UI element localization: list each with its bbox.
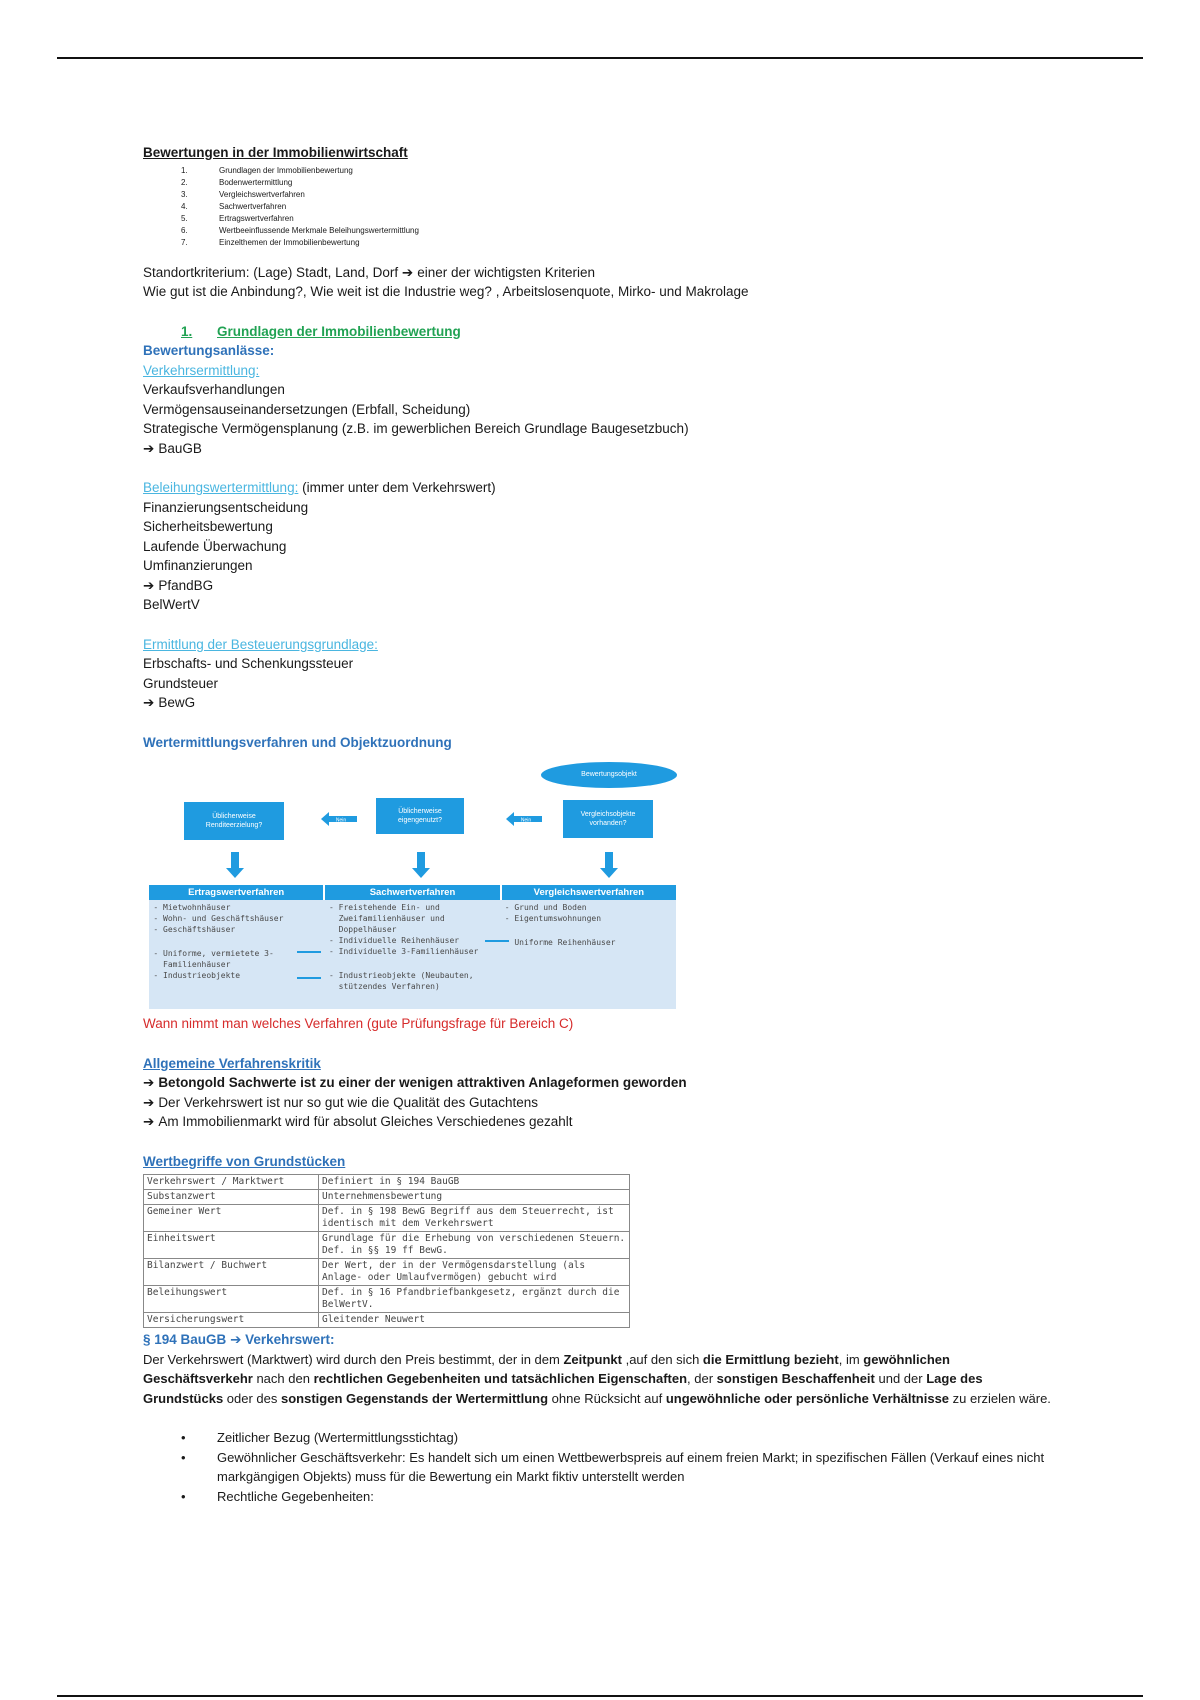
list-item: - Industrieobjekte (Neubauten, stützendes Verfahren) (339, 970, 495, 992)
bewertungsobjekt-oval: Bewertungsobjekt (541, 762, 677, 788)
table-row: Gemeiner Wert Def. in § 198 BewG Begriff aus dem Steuerrecht, ist identisch mit dem Verkehrswert (144, 1205, 630, 1232)
table-row: Beleihungswert Def. in § 16 Pfandbriefbankgesetz, ergänzt durch die BelWertV. (144, 1286, 630, 1313)
verkehrsermittlung-heading: Verkehrsermittlung: (143, 362, 260, 378)
arrow-right-icon: ➔ (143, 695, 155, 710)
arrow-right-icon: ➔ (230, 1332, 242, 1347)
list-item: - Individuelle 3-Familienhäuser (339, 946, 495, 957)
list-item: - Industrieobjekte (163, 970, 319, 981)
arrow-right-icon: ➔ (143, 440, 155, 456)
besteuerung-heading: Ermittlung der Besteuerungsgrundlage: (143, 636, 378, 652)
kritik-line: ➔ Am Immobilienmarkt wird für absolut Gleiches Verschiedenes gezahlt (143, 1114, 573, 1129)
table-row: Versicherungswert Gleitender Neuwert (144, 1313, 630, 1328)
arrow-right-icon: ➔ (143, 1075, 155, 1090)
kritik-line: ➔ Der Verkehrswert ist nur so gut wie die Qualität des Gutachtens (143, 1094, 538, 1110)
list-item: - Geschäftshäuser (163, 924, 319, 935)
table-row: Bilanzwert / Buchwert Der Wert, der in der Vermögensdarstellung (als Anlage- oder Umlaufvermögen) gebucht wird (144, 1259, 630, 1286)
arrow-label: Nein (520, 817, 532, 824)
list-item: - Individuelle Reihenhäuser (339, 935, 495, 946)
arrow-right-icon: ➔ (143, 1114, 155, 1129)
footer-rule (57, 1695, 1143, 1697)
wertbegriffe-heading: Wertbegriffe von Grundstücken (143, 1153, 346, 1169)
law-reference-extra: BelWertV (143, 597, 200, 612)
list-item: Erbschafts- und Schenkungssteuer (143, 656, 354, 671)
toc-item[interactable]: 5. Ertragswertverfahren (181, 213, 294, 223)
law-reference: ➔ PfandBG (143, 577, 214, 593)
beleihungswert-heading-line: Beleihungswertermittlung: (immer unter dem Verkehrswert) (143, 480, 496, 495)
list-item: • Rechtliche Gegebenheiten: (143, 1487, 1063, 1507)
verfahren-table (149, 885, 676, 1009)
verfahrenskritik-heading: Allgemeine Verfahrenskritik (143, 1055, 321, 1071)
verfahren-table-header (149, 885, 676, 900)
list-item: - Wohn- und Geschäftshäuser (163, 913, 319, 924)
arrow-right-icon: ➔ (401, 264, 414, 280)
bullet-icon: • (181, 1488, 186, 1504)
sachwert-column-title: Sachwertverfahren (325, 885, 501, 900)
arrow-label: Nein (335, 817, 347, 824)
toc-item[interactable]: 6. Wertbeeinflussende Merkmale Beleihungswertermittlung (181, 225, 419, 235)
arrow-down-icon (226, 852, 244, 878)
ertragswert-column-title: Ertragswertverfahren (149, 885, 325, 900)
intro-line-1: Standortkriterium: (Lage) Stadt, Land, Dorf ➔ einer der wichtigsten Kriterien (143, 264, 596, 280)
arrow-down-icon (600, 852, 618, 878)
bewertungsanlaesse-heading: Bewertungsanlässe: (143, 343, 275, 358)
para194-heading: § 194 BauGB ➔ Verkehrswert: (143, 1332, 335, 1347)
arrow-left-icon (506, 812, 542, 826)
toc-item[interactable]: 3. Vergleichswertverfahren (181, 189, 305, 199)
diagram-caption: Wann nimmt man welches Verfahren (gute Prüfungsfrage für Bereich C) (143, 1016, 574, 1031)
toc-item[interactable]: 2. Bodenwertermittlung (181, 177, 293, 187)
bullet-icon: • (181, 1449, 186, 1465)
document-body (143, 143, 1063, 1506)
diagram-heading: Wertermittlungsverfahren und Objektzuordnung (143, 734, 452, 750)
question-box-rendite: Üblicherweise Renditeerzielung? (184, 802, 284, 840)
para194-definition: Der Verkehrswert (Marktwert) wird durch den Preis bestimmt, der in dem Zeitpunkt ,auf den sich die Ermittlung bezieht, im gewöhnlichen Geschäftsverkehr nach den rechtlichen Gegebenheiten und tatsächlichen Eigenschaften, der sonstigen Beschaffenheit und der Lage des Grundstücks oder des sonstigen Gegenstands der Wertermittlung ohne Rücksicht auf ungewöhnliche oder persönliche Verhältnisse zu erzielen wäre. (143, 1351, 1051, 1406)
list-item: - Uniforme, vermietete 3-Familienhäuser (163, 948, 319, 970)
table-row: Einheitswert Grundlage für die Erhebung von verschiedenen Steuern. Def. in §§ 19 ff BewG. (144, 1232, 630, 1259)
list-item: • Gewöhnlicher Geschäftsverkehr: Es handelt sich um einen Wettbewerbspreis auf einem freien Markt; in spezifischen Fällen (Verkauf eines nicht markgängigen Objekts) muss für die Bewertung ein Markt fiktiv unterstellt werden (143, 1448, 1063, 1487)
wertbegriffe-table (143, 1174, 630, 1328)
arrow-left-icon (321, 812, 357, 826)
list-item: Verkaufsverhandlungen (143, 382, 285, 397)
verfahren-diagram (143, 754, 683, 1014)
law-reference: ➔ BauGB (143, 440, 202, 456)
list-item: Laufende Überwachung (143, 538, 287, 554)
table-of-contents (143, 165, 1063, 249)
connector-dash (297, 951, 321, 953)
toc-item[interactable]: 7. Einzelthemen der Immobilienbewertung (181, 237, 360, 247)
connector-dash (297, 977, 321, 979)
list-item: - Grund und Boden (514, 902, 670, 913)
arrow-right-icon: ➔ (143, 577, 155, 593)
list-item: Umfinanzierungen (143, 558, 253, 573)
ertragswert-column (149, 900, 325, 994)
toc-item[interactable]: 4. Sachwertverfahren (181, 201, 287, 211)
list-item: - Mietwohnhäuser (163, 902, 319, 913)
list-item: Grundsteuer (143, 675, 219, 691)
list-item: - Freistehende Ein- und Zweifamilienhäuser und Doppelhäuser (339, 902, 495, 935)
vergleichswert-column (500, 900, 676, 994)
arrow-right-icon: ➔ (143, 1094, 155, 1110)
bullet-icon: • (181, 1430, 186, 1445)
question-box-eigengenutzt: Üblicherweise eigengenutzt? (376, 798, 464, 834)
toc-item[interactable]: 1. Grundlagen der Immobilienbewertung (181, 165, 353, 175)
question-box-vergleichsobjekte: Vergleichsobjekte vorhanden? (563, 800, 653, 838)
list-item: Finanzierungsentscheidung (143, 499, 309, 515)
list-item: • Zeitlicher Bezug (Wertermittlungsstichtag) (143, 1428, 1063, 1448)
list-item: Sicherheitsbewertung (143, 519, 273, 534)
document-title: Bewertungen in der Immobilienwirtschaft (143, 145, 408, 160)
table-row: Verkehrswert / Marktwert Definiert in § 194 BauGB (144, 1175, 630, 1190)
list-item: - Eigentumswohnungen (514, 913, 670, 924)
para194-bullet-list (143, 1428, 1063, 1506)
section-heading-1: 1. Grundlagen der Immobilienbewertung (181, 323, 461, 339)
law-reference: ➔ BewG (143, 695, 196, 710)
list-item: Vermögensauseinandersetzungen (Erbfall, Scheidung) (143, 401, 471, 417)
list-item: Uniforme Reihenhäuser (514, 938, 616, 947)
header-rule (57, 57, 1143, 59)
sachwert-column (325, 900, 501, 994)
kritik-line: ➔ Betongold Sachwerte ist zu einer der wenigen attraktiven Anlageformen geworden (143, 1075, 687, 1090)
list-item: Strategische Vermögensplanung (z.B. im gewerblichen Bereich Grundlage Baugesetzbuch) (143, 421, 689, 436)
table-row: Substanzwert Unternehmensbewertung (144, 1190, 630, 1205)
intro-line-2: Wie gut ist die Anbindung?, Wie weit ist die Industrie weg? , Arbeitslosenquote, Mirko- und Makrolage (143, 284, 749, 299)
vergleichswert-column-title: Vergleichswertverfahren (502, 885, 676, 900)
arrow-down-icon (412, 852, 430, 878)
